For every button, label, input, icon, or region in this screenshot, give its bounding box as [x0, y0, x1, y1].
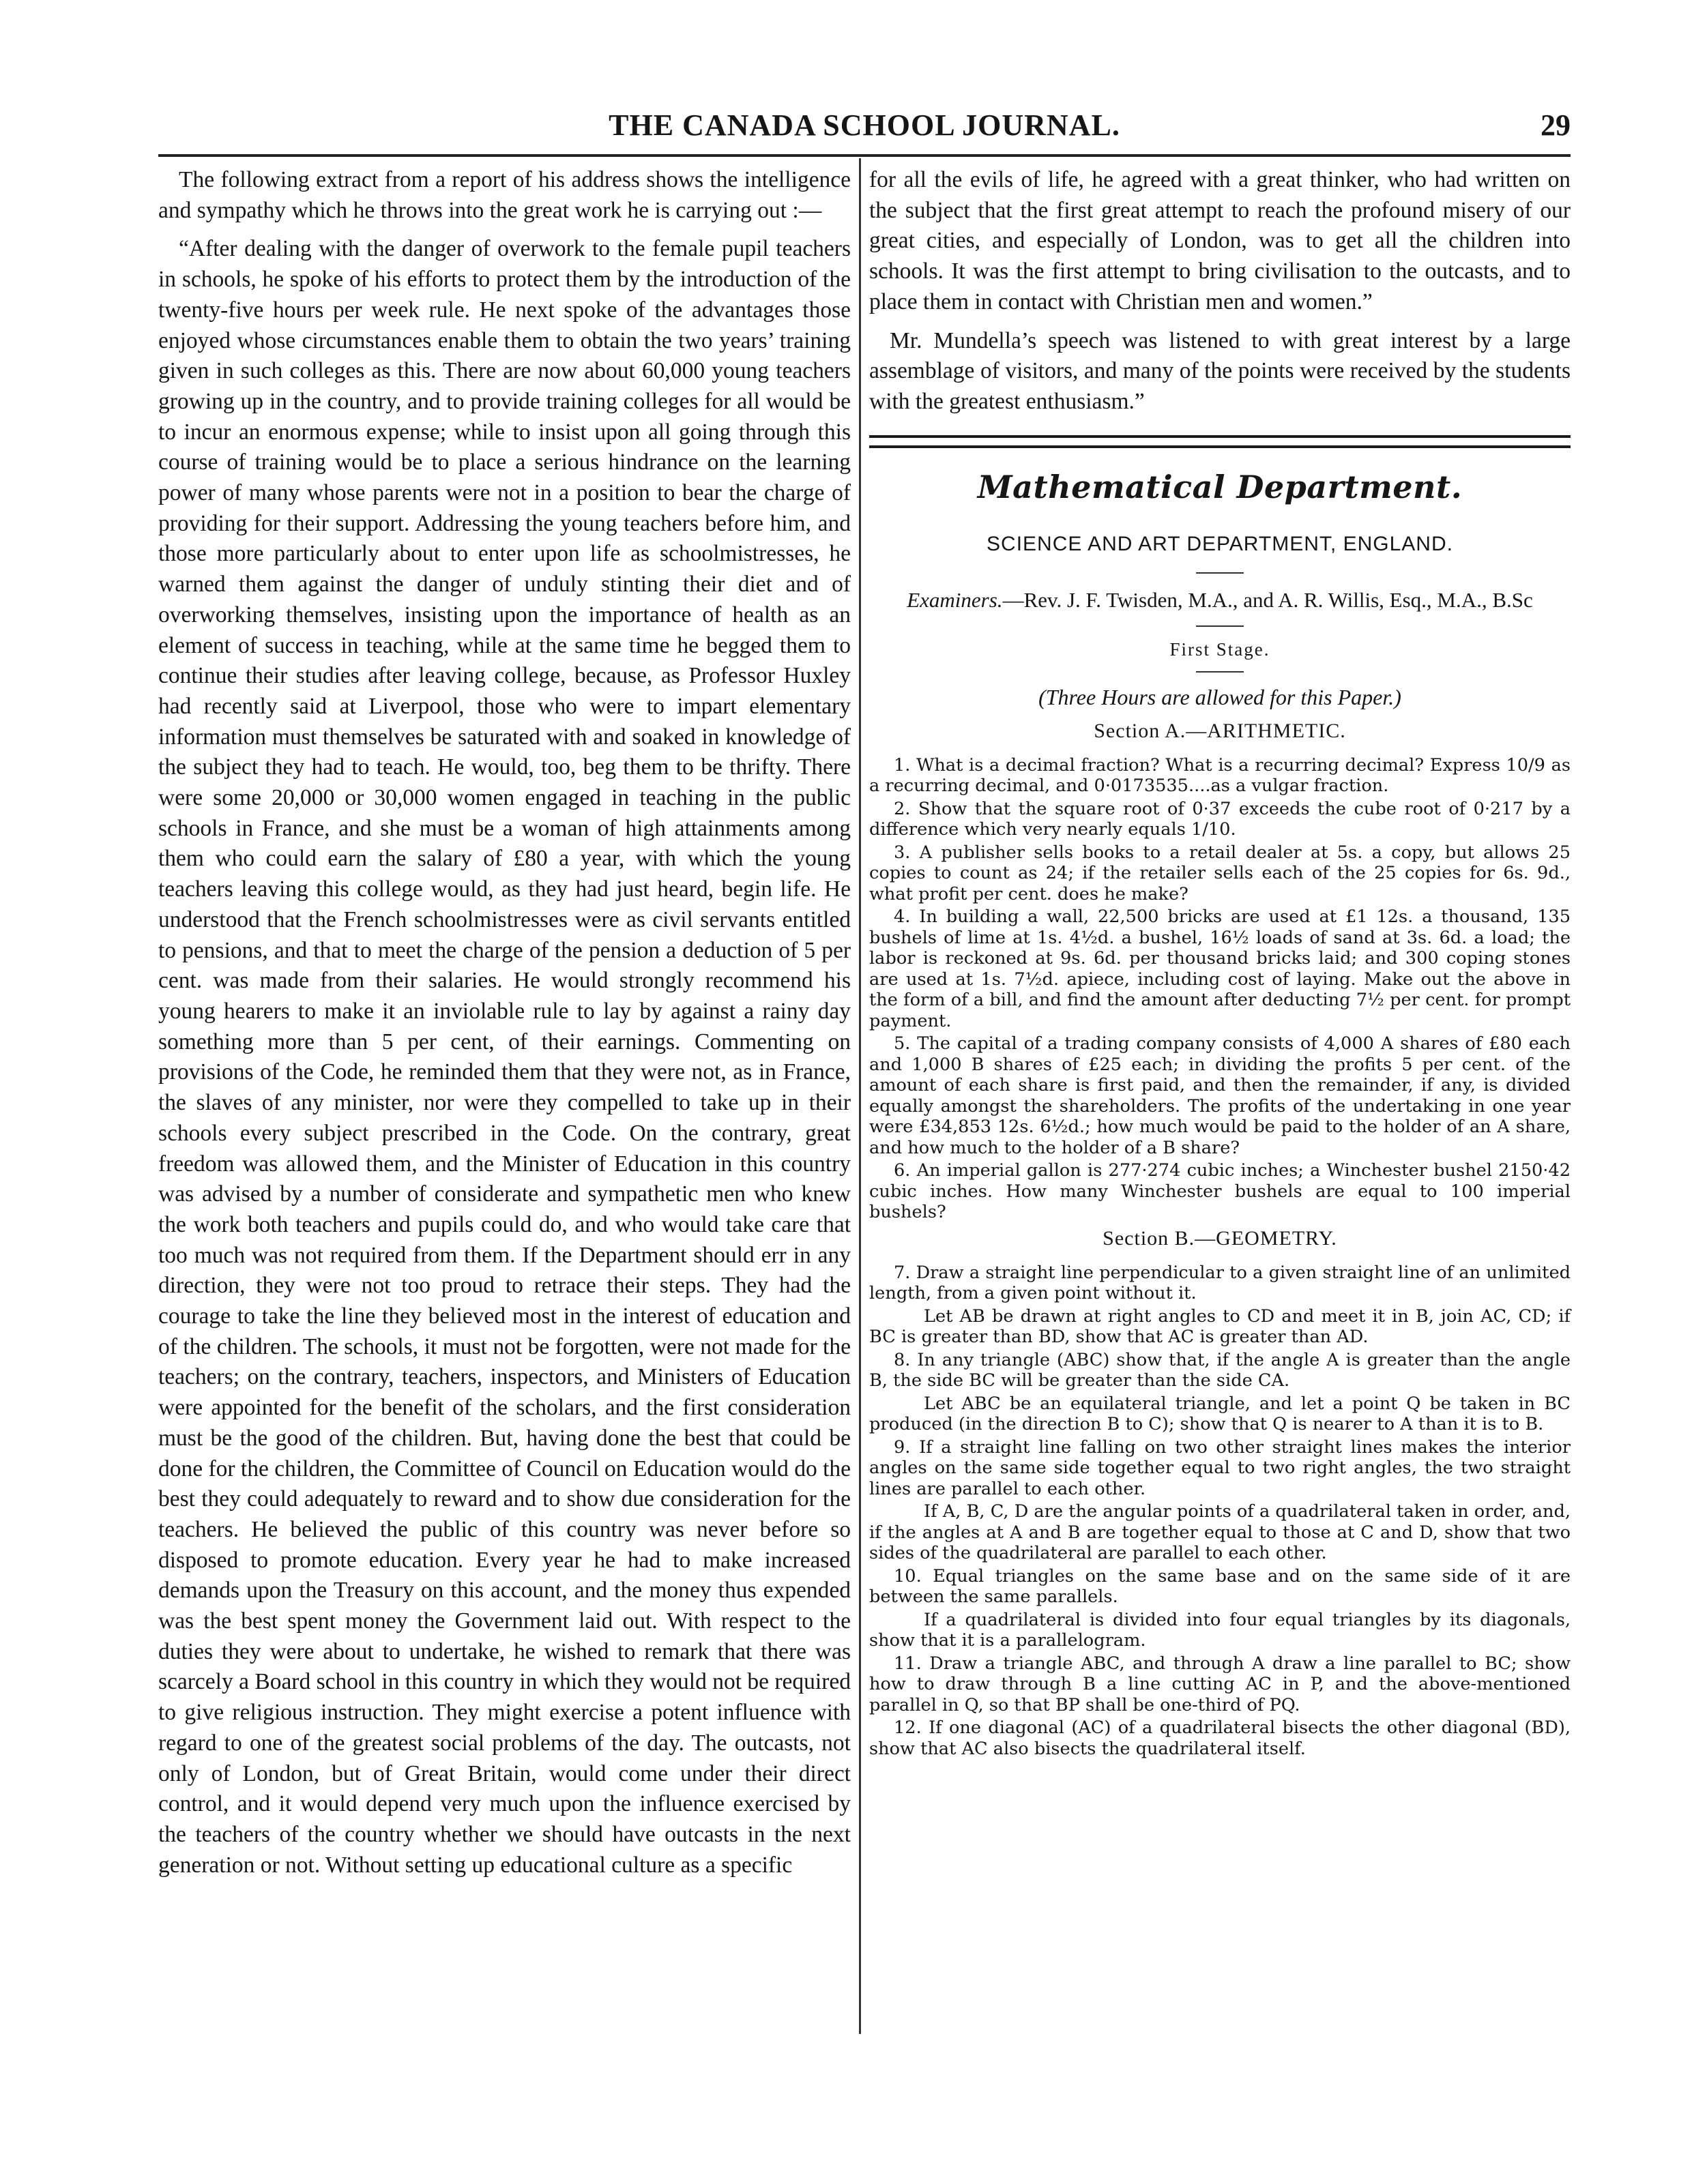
continuation-paragraph: for all the evils of life, he agreed with a great thinker, who had written on the subject that the first great attempt to reach the profound misery of our great cities, and especially of London, was to get all the children into schools. It was the first attempt to bring civilisation to the outcasts, and to place them in contact with Christian men and women.”: [869, 167, 1571, 314]
question-7: 7. Draw a straight line perpendicular to a given straight line of an unlimited length, from a given point without it.: [869, 1262, 1571, 1304]
hours-note: (Three Hours are allowed for this Paper.): [1038, 684, 1401, 709]
running-head: [158, 108, 1571, 147]
section-double-rule: [869, 435, 1571, 448]
science-art-heading: SCIENCE AND ART DEPARTMENT, ENGLAND.: [987, 532, 1453, 555]
journal-title: THE CANADA SCHOOL JOURNAL.: [609, 108, 1120, 142]
question-5: 5. The capital of a trading company consists of 4,000 A shares of £80 each and 1,000 B shares of £25 each; in dividing the profits 5 per cent. of the amount of each share is first paid, and then the remainder, if any, is divided equally amongst the shareholders. The profits of the undertaking in one year were £34,853 12s. 6½d.; how much would be paid to the holder of an A share, and how much to the holder of a B share?: [869, 1033, 1571, 1158]
question-2: 2. Show that the square root of 0·37 exceeds the cube root of 0·217 by a difference which very nearly equals 1/10.: [869, 798, 1571, 840]
examiners-names: —Rev. J. F. Twisden, M.A., and A. R. Willis, Esq., M.A., B.Sc: [1002, 587, 1533, 612]
intro-paragraph: The following extract from a report of his address shows the intelligence and sympathy which he throws into the great work he is carrying out :—: [158, 167, 851, 223]
short-rule: [1196, 625, 1244, 627]
question-12: 12. If one diagonal (AC) of a quadrilateral bisects the other diagonal (BD), show that AC also bisects the quadrilateral itself.: [869, 1717, 1571, 1759]
right-column: [869, 165, 1571, 1761]
short-rule: [1196, 671, 1244, 673]
section-a-heading: Section A.—ARITHMETIC.: [1094, 719, 1346, 742]
question-6: 6. An imperial gallon is 277·274 cubic inches; a Winchester bushel 2150·42 cubic inches. How many Winchester bushels are equal to 100 imperial bushels?: [869, 1160, 1571, 1223]
header-rule: [158, 154, 1571, 157]
question-7-rider: Let AB be drawn at right angles to CD and meet it in B, join AC, CD; if BC is greater than BD, show that AC is greater than AD.: [869, 1305, 1571, 1348]
question-3: 3. A publisher sells books to a retail dealer at 5s. a copy, but allows 25 copies to count as 24; if the retailer sells each of the 25 copies for 6s. 9d., what profit per cent. does he make?: [869, 842, 1571, 904]
question-9: 9. If a straight line falling on two other straight lines makes the interior angles on the same side together equal to two right angles, the two straight lines are parallel to each other.: [869, 1436, 1571, 1499]
question-8: 8. In any triangle (ABC) show that, if the angle A is greater than the angle B, the side BC will be greater than the side CA.: [869, 1349, 1571, 1391]
question-9-rider: If A, B, C, D are the angular points of a quadrilateral taken in order, and, if the angles at A and B are together equal to those at C and D, show that two sides of the quadrilateral are parallel to each other.: [869, 1501, 1571, 1564]
question-1: 1. What is a decimal fraction? What is a recurring decimal? Express 10/9 as a recurring decimal, and 0·0173535....as a vulgar fraction.: [869, 754, 1571, 797]
question-10: 10. Equal triangles on the same base and on the same side of it are between the same parallels.: [869, 1565, 1571, 1608]
question-11: 11. Draw a triangle ABC, and through A draw a line parallel to BC; show how to draw through B a line cutting AC in P, and the above-mentioned parallel in Q, so that BP shall be one-third of PQ.: [869, 1653, 1571, 1715]
page-number: 29: [1541, 108, 1571, 142]
left-column: [158, 165, 851, 1880]
short-rule: [1196, 572, 1244, 574]
examiners-label: Examiners.: [907, 587, 1003, 612]
closing-paragraph: Mr. Mundella’s speech was listened to with great interest by a large assemblage of visitors, and many of the points were received by the students with the greatest enthusiasm.”: [869, 327, 1571, 414]
question-8-rider: Let ABC be an equilateral triangle, and let a point Q be taken in BC produced (in the direction B to C); show that Q is nearer to A than it is to B.: [869, 1393, 1571, 1435]
column-divider: [859, 158, 861, 2034]
section-b-heading: Section B.—GEOMETRY.: [1103, 1226, 1337, 1250]
address-extract-paragraph: “After dealing with the danger of overwork to the female pupil teachers in schools, he spoke of his efforts to protect them by the introduction of the twenty-five hours per week rule. He next spoke of the advantages those enjoyed whose circumstances enable them to obtain the two years’ training given in such colleges as this. There are now about 60,000 young teachers growing up in the country, and to provide training colleges for all would be to incur an enormous expense; while to insist upon all going through this course of training would be to place a serious hindrance on the learning power of many whose parents were not in a position to bear the charge of providing for their support. Addressing the young teachers before him, and those more particularly about to enter upon life as schoolmistresses, he warned them against the danger of unduly stinting their diet and of overworking themselves, insisting upon the importance of health as an element of success in teaching, while at the same time he begged them to continue their studies after leaving college, because, as Professor Huxley had recently said at Liverpool, those who were to impart elementary information must themselves be saturated with and soaked in knowledge of the subject they had to teach. He would, too, beg them to be thrifty. There were some 20,000 or 30,000 women engaged in teaching in the public schools in France, and she must be a woman of high attainments among them who could earn the salary of £80 a year, with which the young teachers leaving this college would, as they had just heard, begin life. He understood that the French schoolmistresses were as civil servants entitled to pensions, and that to meet the charge of the pension a deduction of 5 per cent. was made from their salaries. He would strongly recommend his young hearers to make it an inviolable rule to lay by against a rainy day something more than 5 per cent, of their earnings. Commenting on provisions of the Code, he reminded them that they were not, as in France, the slaves of any minister, nor were they compelled to take up in their schools every subject prescribed in the Code. On the contrary, great freedom was allowed them, and the Minister of Education in this country was advised by a number of considerate and sympathetic men who knew the work both teachers and pupils could do, and who would take care that too much was not required from them. If the Department should err in any direction, they were not too proud to retrace their steps. They had the courage to take the line they believed most in the interest of education and of the children. The schools, it must not be forgotten, were not made for the teachers; on the contrary, teachers, inspectors, and Ministers of Education were appointed for the benefit of the scholars, and the first consideration must be the good of the children. But, having done the best that could be done for the children, the Committee of Council on Education would do the best they could adequately to reward and to show due consideration for the teachers. He believed the public of this country was never before so disposed to promote education. Every year he had to make increased demands upon the Treasury on this account, and the money thus expended was the best spent money the Government laid out. With respect to the duties they were about to undertake, he wished to remark that there was scarcely a Board school in this country in which they would not be required to give religious instruction. They might exercise a potent influence with regard to one of the greatest social problems of the day. The outcasts, not only of London, but of Great Britain, would come under their direct control, and it would depend very much upon the influence exercised by the teachers of the country whether we should have outcasts in the next generation or not. Without setting up educational culture as a specific: [158, 236, 851, 1878]
question-4: 4. In building a wall, 22,500 bricks are used at £1 12s. a thousand, 135 bushels of lime at 1s. 4½d. a bushel, 16½ loads of sand at 3s. 6d. a load; the labor is reckoned at 9s. 6d. per thousand bricks laid; and 300 coping stones are used at 1s. 7½d. apiece, including cost of laying. Make out the above in the form of a bill, and find the amount after deducting 7½ per cent. for prompt payment.: [869, 906, 1571, 1031]
question-10-rider: If a quadrilateral is divided into four equal triangles by its diagonals, show that it is a parallelogram.: [869, 1609, 1571, 1651]
examiners-line: [869, 586, 1571, 615]
stage-heading: First Stage.: [1169, 638, 1270, 660]
department-title: Mathematical Department.: [977, 468, 1463, 505]
